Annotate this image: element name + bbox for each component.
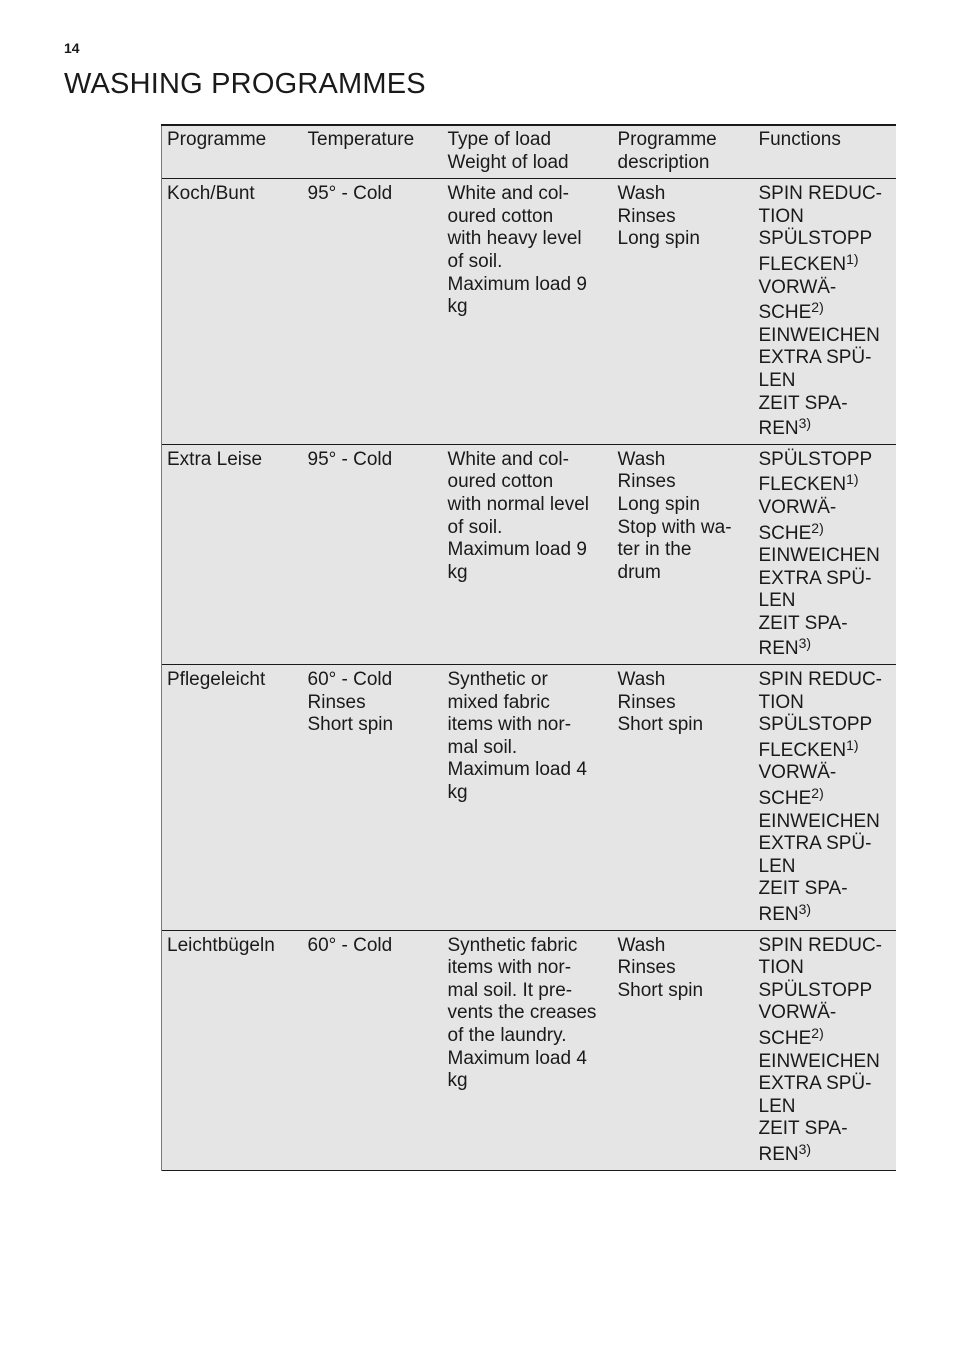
table-body bbox=[162, 179, 896, 1170]
function-label: VORWÄ- bbox=[758, 762, 837, 784]
function-label: EINWEICHEN bbox=[758, 1050, 880, 1072]
programme-cell bbox=[162, 444, 303, 664]
function-label: TION bbox=[758, 691, 804, 713]
temperature-cell bbox=[303, 444, 443, 664]
function-label: SCHE bbox=[758, 788, 812, 810]
footnote-marker: 1) bbox=[846, 250, 859, 267]
function-label: VORWÄ- bbox=[758, 1002, 837, 1024]
function-label: LEN bbox=[758, 590, 796, 612]
load-cell-line: of soil. bbox=[447, 250, 503, 272]
function-label: EINWEICHEN bbox=[758, 324, 880, 346]
header-label-line: Programme bbox=[617, 129, 717, 150]
function-label: FLECKEN bbox=[758, 739, 847, 761]
function-label: EINWEICHEN bbox=[758, 545, 880, 567]
function-item bbox=[759, 1118, 890, 1141]
description-cell-line: Rinses bbox=[617, 205, 676, 227]
function-label: SPÜLSTOPP bbox=[758, 448, 873, 470]
function-item bbox=[759, 957, 890, 980]
function-item bbox=[759, 471, 890, 497]
load-cell bbox=[443, 444, 613, 664]
function-item bbox=[759, 762, 890, 785]
header-load bbox=[443, 125, 613, 179]
table-row bbox=[162, 665, 896, 931]
functions-cell bbox=[754, 930, 896, 1170]
description-cell bbox=[613, 444, 754, 664]
function-item bbox=[759, 714, 890, 737]
function-label: VORWÄ- bbox=[758, 496, 837, 518]
function-label: TION bbox=[758, 205, 804, 227]
function-label: EXTRA SPÜ- bbox=[758, 567, 872, 589]
load-cell-line: kg bbox=[447, 1070, 468, 1092]
description-cell bbox=[613, 665, 754, 931]
header-row bbox=[162, 125, 896, 179]
description-cell-line: Short spin bbox=[617, 714, 704, 736]
description-cell-line: Rinses bbox=[617, 471, 676, 493]
header-label-line: Weight of load bbox=[447, 151, 569, 173]
function-item bbox=[759, 901, 890, 927]
function-label: TION bbox=[758, 957, 804, 979]
function-item bbox=[759, 1002, 890, 1025]
function-item bbox=[759, 833, 890, 856]
function-item bbox=[759, 785, 890, 811]
function-label: LEN bbox=[758, 369, 796, 391]
description-cell-line: Wash bbox=[617, 934, 666, 956]
temperature-cell-line: Short spin bbox=[307, 714, 394, 736]
function-item bbox=[759, 635, 890, 661]
load-cell-line: mal soil. It pre- bbox=[447, 979, 573, 1001]
function-item bbox=[759, 325, 890, 348]
function-label: FLECKEN bbox=[758, 474, 847, 496]
function-item bbox=[759, 1141, 890, 1167]
description-cell bbox=[613, 179, 754, 445]
function-item bbox=[759, 613, 890, 636]
load-cell-line: oured cotton bbox=[447, 205, 554, 227]
function-item bbox=[759, 370, 890, 393]
table-row bbox=[162, 444, 896, 664]
function-label: REN bbox=[758, 904, 799, 925]
functions-cell bbox=[754, 665, 896, 931]
description-cell-line: Short spin bbox=[617, 979, 704, 1001]
footnote-marker: 1) bbox=[846, 471, 859, 488]
load-cell bbox=[443, 930, 613, 1170]
function-item bbox=[759, 277, 890, 300]
function-label: SPÜLSTOPP bbox=[758, 228, 873, 250]
load-cell-line: White and col- bbox=[447, 448, 569, 470]
function-item bbox=[759, 520, 890, 546]
function-item bbox=[759, 545, 890, 568]
function-item bbox=[759, 497, 890, 520]
load-cell-line: mal soil. bbox=[447, 736, 518, 758]
description-cell-line: Wash bbox=[617, 183, 666, 205]
load-cell-line: items with nor- bbox=[447, 957, 572, 979]
description-cell-line: Rinses bbox=[617, 691, 676, 713]
function-item bbox=[759, 415, 890, 441]
function-item bbox=[759, 878, 890, 901]
temperature-cell bbox=[303, 179, 443, 445]
temperature-cell-line: 60° - Cold bbox=[307, 669, 393, 691]
function-label: REN bbox=[758, 418, 799, 440]
function-item bbox=[759, 737, 890, 763]
description-cell-line: Rinses bbox=[617, 957, 676, 979]
function-label: ZEIT SPA- bbox=[758, 612, 848, 634]
header-description bbox=[613, 125, 754, 179]
programme-cell-line: Leichtbügeln bbox=[167, 934, 275, 956]
function-label: SPIN REDUC- bbox=[758, 669, 883, 691]
footnote-marker: 2) bbox=[811, 519, 824, 536]
footnote-marker: 3) bbox=[798, 415, 812, 432]
function-label: LEN bbox=[758, 855, 796, 877]
function-label: REN bbox=[758, 1143, 799, 1165]
table-header bbox=[162, 125, 896, 179]
load-cell-line: Maximum load 9 bbox=[447, 539, 587, 561]
function-label: SPÜLSTOPP bbox=[758, 714, 873, 736]
table-row bbox=[162, 930, 896, 1170]
function-item bbox=[759, 1096, 890, 1119]
temperature-cell-line: 95° - Cold bbox=[307, 448, 393, 470]
function-item bbox=[759, 1073, 890, 1096]
function-item bbox=[759, 393, 890, 416]
load-cell bbox=[443, 179, 613, 445]
function-label: ZEIT SPA- bbox=[758, 392, 848, 414]
function-item bbox=[759, 590, 890, 613]
table-row bbox=[162, 179, 896, 445]
header-label-line: Temperature bbox=[307, 129, 415, 150]
load-cell-line: kg bbox=[447, 782, 468, 804]
description-cell-line: Long spin bbox=[617, 228, 700, 250]
header-label-line: description bbox=[617, 151, 710, 173]
programme-cell bbox=[162, 930, 303, 1170]
function-item bbox=[759, 692, 890, 715]
footnote-marker: 3) bbox=[798, 901, 812, 917]
load-cell-line: kg bbox=[447, 296, 468, 318]
load-cell-line: of the laundry. bbox=[447, 1024, 567, 1046]
function-label: SPIN REDUC- bbox=[758, 183, 883, 205]
load-cell-line: oured cotton bbox=[447, 471, 554, 493]
function-item bbox=[759, 980, 890, 1003]
header-label-line: Type of load bbox=[447, 129, 552, 150]
load-cell-line: mixed fabric bbox=[447, 691, 550, 713]
footnote-marker: 1) bbox=[846, 736, 859, 753]
header-temperature bbox=[303, 125, 443, 179]
function-label: EINWEICHEN bbox=[758, 810, 880, 832]
function-label: SCHE bbox=[758, 1027, 812, 1049]
load-cell-line: with heavy level bbox=[447, 228, 582, 250]
function-item bbox=[759, 811, 890, 834]
function-item bbox=[759, 449, 890, 472]
load-cell-line: Maximum load 4 bbox=[447, 759, 587, 781]
programme-cell-line: Pflegeleicht bbox=[167, 669, 266, 691]
load-cell-line: of soil. bbox=[447, 516, 503, 538]
description-cell-line: Long spin bbox=[617, 493, 700, 515]
function-label: SCHE bbox=[758, 302, 812, 324]
programme-cell bbox=[162, 179, 303, 445]
washing-programmes-table bbox=[161, 124, 896, 1171]
header-programme bbox=[162, 125, 303, 179]
function-item bbox=[759, 206, 890, 229]
temperature-cell-line: 60° - Cold bbox=[307, 934, 393, 956]
footnote-marker: 2) bbox=[811, 785, 824, 802]
function-item bbox=[759, 568, 890, 591]
function-item bbox=[759, 1025, 890, 1051]
function-label: EXTRA SPÜ- bbox=[758, 347, 872, 369]
load-cell-line: kg bbox=[447, 561, 468, 583]
load-cell-line: Synthetic or bbox=[447, 669, 548, 691]
function-label: ZEIT SPA- bbox=[758, 1118, 848, 1140]
temperature-cell bbox=[303, 930, 443, 1170]
footnote-marker: 2) bbox=[811, 299, 824, 316]
function-item bbox=[759, 935, 890, 958]
function-label: REN bbox=[758, 638, 799, 660]
footnote-marker: 3) bbox=[798, 1140, 812, 1157]
function-label: SCHE bbox=[758, 522, 812, 544]
function-item bbox=[759, 669, 890, 692]
temperature-cell bbox=[303, 665, 443, 931]
function-item bbox=[759, 1051, 890, 1074]
header-label-line: Programme bbox=[167, 129, 267, 150]
function-item bbox=[759, 299, 890, 325]
function-label: SPÜLSTOPP bbox=[758, 979, 873, 1001]
description-cell-line: drum bbox=[617, 561, 661, 583]
description-cell-line: Wash bbox=[617, 669, 666, 691]
header-label-line: Functions bbox=[758, 129, 841, 150]
header-functions bbox=[754, 125, 896, 179]
temperature-cell-line: 95° - Cold bbox=[307, 183, 393, 205]
description-cell bbox=[613, 930, 754, 1170]
description-cell-line: Stop with wa- bbox=[617, 516, 732, 538]
programme-cell-line: Extra Leise bbox=[167, 448, 263, 470]
section-title: WASHING PROGRAMMES bbox=[64, 68, 426, 100]
function-item bbox=[759, 183, 890, 206]
load-cell-line: vents the creases bbox=[447, 1002, 597, 1024]
load-cell-line: Maximum load 9 bbox=[447, 273, 587, 295]
function-item bbox=[759, 347, 890, 370]
description-cell-line: ter in the bbox=[617, 539, 692, 561]
load-cell-line: items with nor- bbox=[447, 714, 572, 736]
programme-cell bbox=[162, 665, 303, 931]
function-label: EXTRA SPÜ- bbox=[758, 833, 872, 855]
load-cell-line: White and col- bbox=[447, 183, 569, 205]
footnote-marker: 3) bbox=[798, 635, 812, 652]
function-label: SPIN REDUC- bbox=[758, 934, 883, 956]
load-cell bbox=[443, 665, 613, 931]
load-cell-line: Maximum load 4 bbox=[447, 1047, 587, 1069]
load-cell-line: with normal level bbox=[447, 493, 589, 515]
programme-cell-line: Koch/Bunt bbox=[167, 183, 255, 205]
function-label: ZEIT SPA- bbox=[758, 878, 848, 900]
page-number: 14 bbox=[64, 40, 80, 56]
footnote-marker: 2) bbox=[811, 1024, 824, 1041]
function-item bbox=[759, 251, 890, 277]
function-item bbox=[759, 228, 890, 251]
description-cell-line: Wash bbox=[617, 448, 666, 470]
load-cell-line: Synthetic fabric bbox=[447, 934, 578, 956]
temperature-cell-line: Rinses bbox=[307, 691, 366, 713]
function-label: EXTRA SPÜ- bbox=[758, 1073, 872, 1095]
functions-cell bbox=[754, 444, 896, 664]
function-label: VORWÄ- bbox=[758, 276, 837, 298]
function-item bbox=[759, 856, 890, 879]
function-label: FLECKEN bbox=[758, 253, 847, 275]
function-label: LEN bbox=[758, 1095, 796, 1117]
functions-cell bbox=[754, 179, 896, 445]
